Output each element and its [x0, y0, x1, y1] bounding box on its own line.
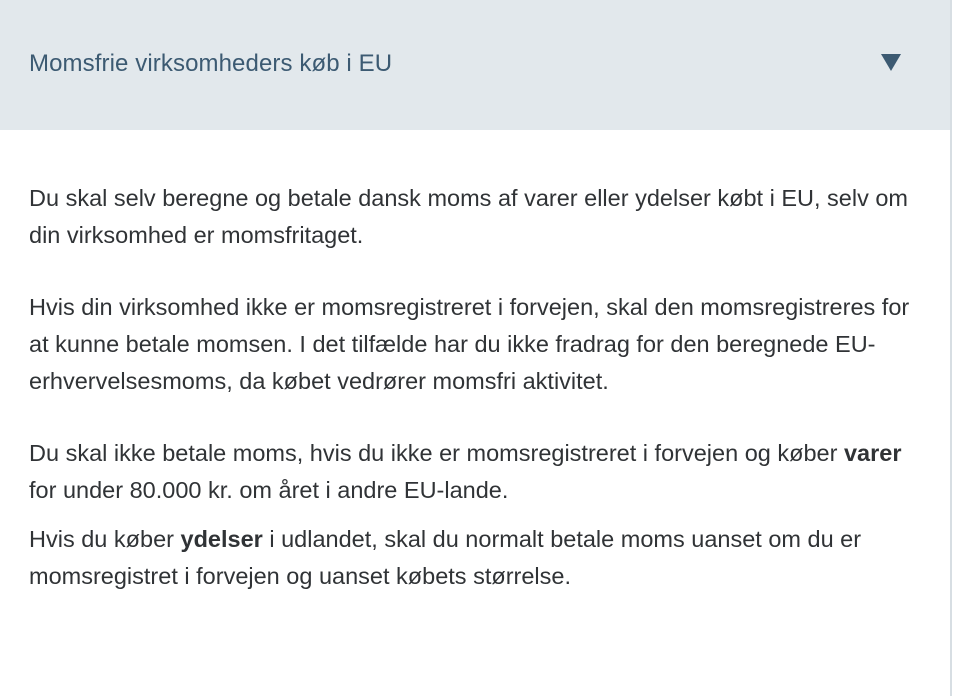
paragraph-goods-text-before: Du skal ikke betale moms, hvis du ikke er momsregistreret i forvejen og køber	[29, 440, 844, 466]
services-emphasis: ydelser	[180, 526, 263, 552]
paragraph-services-text-before: Hvis du køber	[29, 526, 181, 552]
triangle-down-icon[interactable]	[880, 53, 902, 73]
paragraph-registration: Hvis din virksomhed ikke er momsregistreret i forvejen, skal den momsregistreres for at kunne betale momsen. I det tilfælde har du ikke fradrag for den beregnede EU-erhvervelsesmoms, da købet vedrører momsfri aktivitet.	[29, 294, 910, 394]
accordion-content	[0, 130, 950, 595]
goods-emphasis: varer	[843, 440, 902, 466]
accordion-header[interactable]	[0, 0, 950, 130]
paragraph-goods-text-after: for under 80.000 kr. om året i andre EU-lande.	[29, 477, 509, 503]
paragraph-goods-threshold	[29, 435, 910, 509]
paragraph-self-calculate: Du skal selv beregne og betale dansk moms af varer eller ydelser købt i EU, selv om din virksomhed er momsfritaget.	[29, 185, 909, 248]
paragraph-services	[29, 521, 910, 595]
paragraph-services-text-after: i udlandet, skal du normalt betale moms uanset om du er momsregistret i forvejen og uanset købets størrelse.	[29, 526, 862, 589]
accordion-title[interactable]: Momsfrie virksomheders køb i EU	[29, 50, 393, 77]
